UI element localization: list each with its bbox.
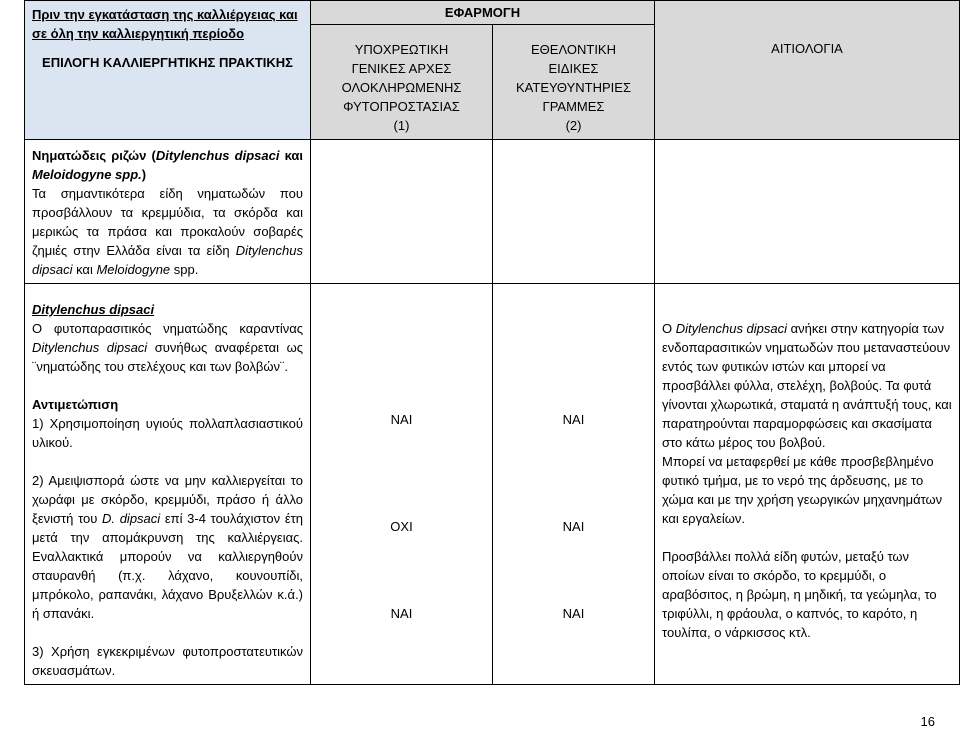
nematodes-cause-cell <box>655 140 960 284</box>
measure-1-voluntary: ΝΑΙ <box>562 412 585 427</box>
ditylenchus-heading: Ditylenchus dipsaci <box>32 302 155 317</box>
mandatory-line-5: (1) <box>393 118 410 133</box>
ipm-table <box>24 0 960 685</box>
ditylenchus-mandatory-cell <box>311 284 493 685</box>
cause-label: ΑΙΤΙΟΛΟΓΙΑ <box>771 41 843 56</box>
voluntary-line-4: ΓΡΑΜΜΕΣ <box>542 99 605 114</box>
nematodes-description: Τα σημαντικότερα είδη νηματωδών που προσβάλλουν τα κρεμμύδια, τα σκόρδα και μερικώς τα πράσα και προκαλούν σοβαρές ζημιές στην Ελλάδα είναι τα είδη Ditylenchus dipsaci και Meloidogyne spp. <box>32 186 303 277</box>
practice-choice-heading: ΕΠΙΛΟΓΗ ΚΑΛΛΙΕΡΓΗΤΙΚΗΣ ΠΡΑΚΤΙΚΗΣ <box>42 55 293 70</box>
nematodes-mandatory-cell <box>311 140 493 284</box>
control-heading: Αντιμετώπιση <box>32 397 119 412</box>
measure-3: 3) Χρήση εγκεκριμένων φυτοπροστατευτικών σκευασμάτων. <box>32 644 303 678</box>
cause-paragraph-2: Μπορεί να μεταφερθεί με κάθε προσβεβλημένο φυτικό τμήμα, με το νερό της άρδευσης, με το χώμα και με την χρήση γεωργικών μηχανημάτων και εργαλείων. <box>662 454 943 526</box>
practice-period-title: Πριν την εγκατάσταση της καλλιέργειας και σε όλη την καλλιεργητική περίοδο <box>32 7 298 41</box>
application-label: ΕΦΑΡΜΟΓΗ <box>444 5 521 20</box>
mandatory-line-4: ΦΥΤΟΠΡΟΣΤΑΣΙΑΣ <box>343 99 460 114</box>
page-number: 16 <box>920 714 935 729</box>
voluntary-line-3: ΚΑΤΕΥΘΥΝΤΗΡΙΕΣ <box>516 80 632 95</box>
measure-1: 1) Χρησιμοποίηση υγιούς πολλαπλασιαστικού υλικού. <box>32 416 303 450</box>
voluntary-line-5: (2) <box>565 118 582 133</box>
nematodes-title: Νηματώδεις ριζών (Ditylenchus dipsaci και Meloidogyne spp.) <box>32 148 303 182</box>
voluntary-line-2: ΕΙΔΙΚΕΣ <box>548 61 599 76</box>
ditylenchus-cause-cell <box>655 284 960 685</box>
cause-paragraph-1: Ο Ditylenchus dipsaci ανήκει στην κατηγορία των ενδοπαρασιτικών νηματωδών που μεταναστεύουν εντός των φυτικών ιστών και μπορεί να προσβάλλει φύλλα, στελέχη, βολβούς. Τα φυτά γίνονται χλωρωτικά, σταματά η ανάπτυξή τους, και παρατηρούνται παραμορφώσεις και σκασίματα στο κάτω μέρος του βολβού. <box>662 321 952 450</box>
ditylenchus-intro: Ο φυτοπαρασιτικός νηματώδης καραντίνας Ditylenchus dipsaci συνήθως αναφέρεται ως ¨νηματώδης του στελέχους και των βολβών¨. <box>32 321 304 374</box>
measure-3-mandatory: ΝΑΙ <box>390 606 413 621</box>
mandatory-line-3: ΟΛΟΚΛΗΡΩΜΕΝΗΣ <box>341 80 462 95</box>
measure-2-voluntary: ΝΑΙ <box>562 519 585 534</box>
measure-2-mandatory: ΟΧΙ <box>390 519 413 534</box>
mandatory-header <box>311 25 493 140</box>
ditylenchus-cell <box>25 284 311 685</box>
mandatory-line-2: ΓΕΝΙΚΕΣ ΑΡΧΕΣ <box>351 61 452 76</box>
cause-paragraph-3: Προσβάλλει πολλά είδη φυτών, μεταξύ των οποίων είναι το σκόρδο, το κρεμμύδι, ο αραβόσιτος, η βρώμη, η μηδική, τα γεώμηλα, το τριφύλλι, η φράουλα, ο καπνός, το καρότο, η τουλίπα, ο νάρκισσος κτλ. <box>662 549 937 640</box>
measure-3-voluntary: ΝΑΙ <box>562 606 585 621</box>
nematodes-voluntary-cell <box>493 140 655 284</box>
mandatory-line-1: ΥΠΟΧΡΕΩΤΙΚΗ <box>354 42 449 57</box>
voluntary-line-1: ΕΘΕΛΟΝΤΙΚΗ <box>531 42 616 57</box>
application-header <box>311 1 655 25</box>
cause-header <box>655 1 960 140</box>
measure-2: 2) Αμειψισπορά ώστε να μην καλλιεργείται το χωράφι με σκόρδο, κρεμμύδι, πράσο ή άλλο ξενιστή του D. dipsaci επί 3-4 τουλάχιστον έτη μετά την απομάκρυνση της καλλιέργειας. Εναλλακτικά μπορούν να καλλιεργηθούν σταυρανθή (π.χ. λάχανο, κουνουπίδι, μπρόκολο, ραπανάκι, λάχανο Βρυξελλών κ.ά.) ή σπανάκι. <box>32 473 303 621</box>
measure-1-mandatory: ΝΑΙ <box>390 412 413 427</box>
ditylenchus-voluntary-cell <box>493 284 655 685</box>
nematodes-intro-cell <box>25 140 311 284</box>
practice-header-cell <box>25 1 311 140</box>
voluntary-header <box>493 25 655 140</box>
